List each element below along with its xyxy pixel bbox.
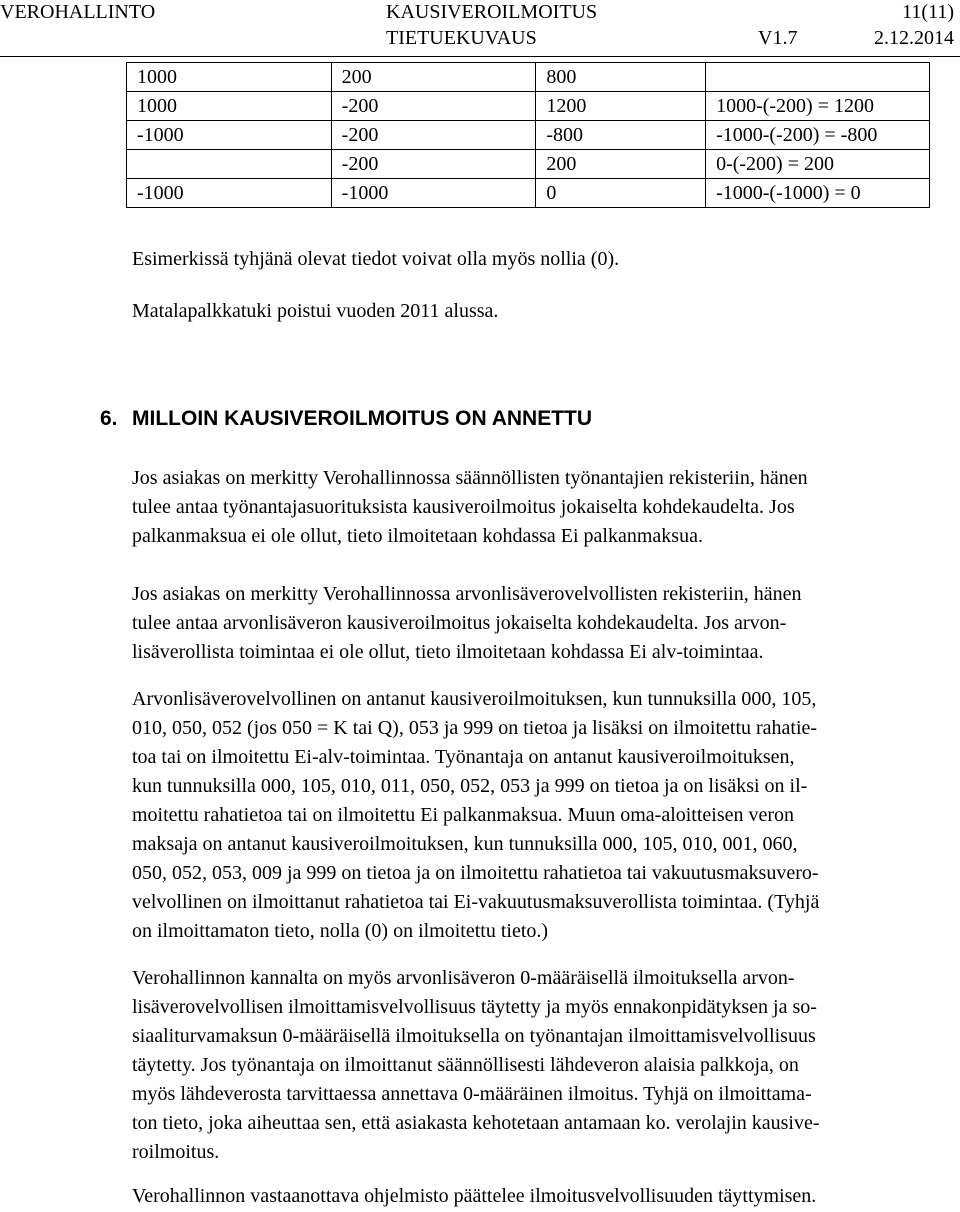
table-cell: -1000-(-1000) = 0 — [706, 179, 930, 208]
header-organization: VEROHALLINTO — [0, 1, 156, 23]
header-version: V1.7 — [758, 27, 798, 49]
paragraph-vat-register — [132, 580, 932, 667]
paragraph-line: palkanmaksua ei ole ollut, tieto ilmoitetaan kohdassa Ei palkanmaksua. — [132, 525, 703, 547]
table-cell: 200 — [536, 150, 706, 179]
paragraph-line: moitettu rahatietoa tai on ilmoitettu Ei palkanmaksua. Muun oma-aloitteisen veron — [132, 804, 795, 826]
table-row — [127, 179, 930, 208]
table-cell: -200 — [331, 150, 536, 179]
paragraph-line: Verohallinnon kannalta on myös arvonlisäveron 0-määräisellä ilmoituksella arvon- — [132, 967, 795, 989]
paragraph-line: 010, 050, 052 (jos 050 = K tai Q), 053 ja 999 on tietoa ja lisäksi on ilmoitettu rahatie- — [132, 717, 818, 739]
section-number: 6. — [100, 407, 118, 430]
table-cell: -1000 — [331, 179, 536, 208]
table-cell: 800 — [536, 63, 706, 92]
header-divider — [0, 56, 960, 57]
paragraph-line: siaaliturvamaksun 0-määräisellä ilmoituksella on työnantajan ilmoittamisvelvollisuus — [132, 1025, 816, 1047]
table-cell: -800 — [536, 121, 706, 150]
section-title: MILLOIN KAUSIVEROILMOITUS ON ANNETTU — [132, 407, 593, 430]
paragraph-line: on ilmoittamaton tieto, nolla (0) on ilmoitettu tieto.) — [132, 920, 549, 942]
paragraph-line: 050, 052, 053, 009 ja 999 on tietoa ja on ilmoitettu rahatietoa tai vakuutusmaksuvero- — [132, 862, 819, 884]
header-document-title: KAUSIVEROILMOITUS — [386, 1, 598, 23]
paragraph-line: Jos asiakas on merkitty Verohallinnossa säännöllisten työnantajien rekisteriin, hänen — [132, 467, 808, 489]
paragraph-line: tulee antaa arvonlisäveron kausiveroilmoitus jokaiselta kohdekaudelta. Jos arvon- — [132, 612, 787, 634]
section-heading — [100, 404, 592, 434]
paragraph-line: tulee antaa työnantajasuorituksista kausiveroilmoitus jokaiselta kohdekaudelta. Jos — [132, 496, 795, 518]
table-cell: -1000 — [127, 121, 332, 150]
table-row — [127, 121, 930, 150]
table-cell: 0 — [536, 179, 706, 208]
paragraph-line: Verohallinnon vastaanottava ohjelmisto päättelee ilmoitusvelvollisuuden täyttymisen. — [132, 1185, 817, 1207]
paragraph-line: toa tai on ilmoitettu Ei-alv-toimintaa. Työnantaja on antanut kausiveroilmoituksen, — [132, 746, 795, 768]
paragraph-line: myös lähdeverosta tarvittaessa annettava 0-määräinen ilmoitus. Tyhjä on ilmoittama- — [132, 1083, 812, 1105]
paragraph-line: roilmoitus. — [132, 1141, 220, 1163]
paragraph-line: lisäverollista toimintaa ei ole ollut, tieto ilmoitetaan kohdassa Ei alv-toimintaa. — [132, 641, 764, 663]
subsidy-note: Matalapalkkatuki poistui vuoden 2011 alussa. — [132, 300, 499, 322]
example-table — [126, 62, 930, 208]
table-cell — [706, 63, 930, 92]
table-cell: -1000 — [127, 179, 332, 208]
paragraph-zero-returns — [132, 964, 932, 1167]
table-row — [127, 92, 930, 121]
table-cell: 1000 — [127, 92, 332, 121]
paragraph-line: Arvonlisäverovelvollinen on antanut kausiveroilmoituksen, kun tunnuksilla 000, 105, — [132, 688, 817, 710]
table-row — [127, 63, 930, 92]
header-document-subtitle: TIETUEKUVAUS — [386, 27, 537, 49]
table-cell — [127, 150, 332, 179]
table-row — [127, 150, 930, 179]
paragraph-line: maksaja on antanut kausiveroilmoituksen, kun tunnuksilla 000, 105, 010, 001, 060, — [132, 833, 798, 855]
paragraph-line: lisäverovelvollisen ilmoittamisvelvollisuus täytetty ja myös ennakonpidätyksen ja so- — [132, 996, 817, 1018]
paragraph-line: ton tieto, joka aiheuttaa sen, että asiakasta kehotetaan antamaan ko. verolajin kausive- — [132, 1112, 820, 1134]
table-cell: -200 — [331, 121, 536, 150]
paragraph-employer-register — [132, 464, 932, 551]
table-cell: 1000 — [127, 63, 332, 92]
table-cell: -1000-(-200) = -800 — [706, 121, 930, 150]
header-page-number: 11(11) — [902, 1, 954, 23]
table-cell: 0-(-200) = 200 — [706, 150, 930, 179]
table-cell: 1000-(-200) = 1200 — [706, 92, 930, 121]
table-cell: 200 — [331, 63, 536, 92]
paragraph-line: velvollinen on ilmoittanut rahatietoa tai Ei-vakuutusmaksuverollista toimintaa. (Tyhjä — [132, 891, 820, 913]
table-cell: 1200 — [536, 92, 706, 121]
table-cell: -200 — [331, 92, 536, 121]
paragraph-software-inference — [132, 1182, 932, 1211]
paragraph-line: kun tunnuksilla 000, 105, 010, 011, 050, 052, 053 ja 999 on tietoa ja on lisäksi on il- — [132, 775, 808, 797]
paragraph-filing-conditions — [132, 685, 932, 946]
paragraph-line: täytetty. Jos työnantaja on ilmoittanut säännöllisesti lähdeveron alaisia palkkoja, on — [132, 1054, 799, 1076]
paragraph-line: Jos asiakas on merkitty Verohallinnossa arvonlisäverovelvollisten rekisteriin, hänen — [132, 583, 802, 605]
empty-values-note: Esimerkissä tyhjänä olevat tiedot voivat olla myös nollia (0). — [132, 248, 620, 270]
header-date: 2.12.2014 — [874, 27, 954, 49]
